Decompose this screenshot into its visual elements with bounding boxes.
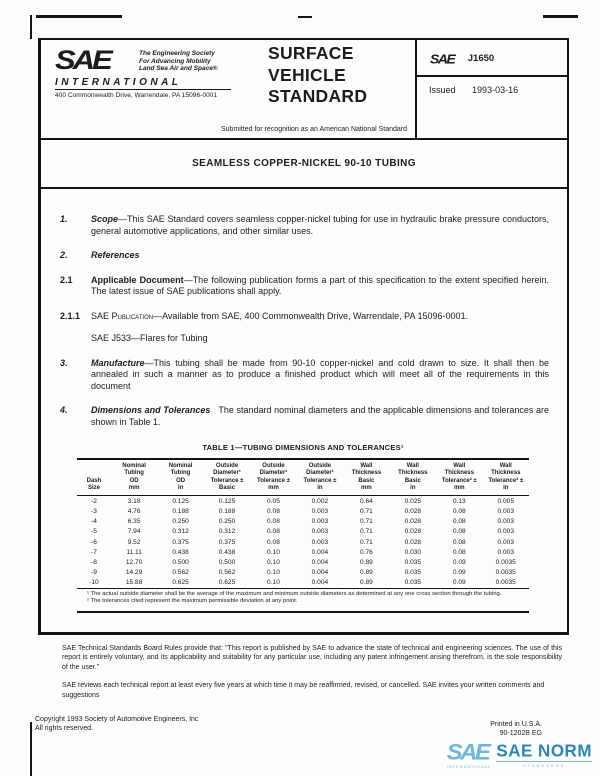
sae-norm-sae-text: SAE: [446, 740, 489, 765]
table-row: [77, 527, 529, 537]
table-cell: 0.004: [311, 558, 329, 566]
tagline-line: The Engineering Society: [139, 50, 215, 57]
doc-type-line: VEHICLE: [268, 64, 346, 85]
table-row: [77, 568, 529, 578]
table-cell: 0.0035: [495, 579, 516, 587]
footnote: ² The tolerances cited represent the maximum permissible deviation at any point.: [87, 598, 298, 605]
section-references: [57, 250, 549, 262]
table-cell: 0.438: [218, 548, 236, 556]
header: [41, 40, 567, 140]
tagline-line: For Advancing Mobility: [139, 57, 211, 65]
copyright-line: Copyright 1993 Society of Automotive Engineers, Inc: [35, 716, 199, 723]
printed-in: Printed in U.S.A.: [490, 721, 542, 728]
doc-type-line: SURFACE: [268, 43, 354, 63]
sae-logo-text: SAE: [55, 44, 110, 75]
table-cell: 0.003: [497, 538, 515, 546]
table-col-header: Wall Thickness Basic mm: [343, 459, 389, 496]
table-cell: 0.004: [311, 569, 329, 577]
table-cell: 0.08: [452, 528, 466, 536]
table-cell: -7: [91, 548, 97, 556]
table-row: [77, 496, 529, 507]
table-body: [77, 496, 529, 589]
table-cell: 0.028: [404, 507, 422, 515]
table-cell: 0.625: [218, 579, 236, 587]
table-cell: 0.028: [404, 518, 422, 526]
table-row: [77, 506, 529, 516]
table-cell: 0.08: [267, 538, 280, 546]
table-cell: 0.09: [452, 558, 466, 566]
sae-norm-wordmark: [496, 742, 592, 768]
table-cell: -6: [91, 538, 97, 546]
table-cell: 6.35: [127, 518, 141, 526]
table-cell: 0.003: [311, 507, 329, 515]
reference-text: SAE J533—Flares for Tubing: [91, 333, 208, 343]
table-cell: 15.88: [125, 579, 143, 587]
table-cell: 0.003: [497, 528, 515, 536]
doc-type-line: STANDARD: [268, 86, 368, 106]
document-title: SEAMLESS COPPER-NICKEL 90-10 TUBING: [41, 140, 567, 189]
table-cell: 0.09: [452, 569, 466, 577]
table-footnotes: [77, 589, 529, 613]
table-cell: 0.125: [172, 497, 189, 505]
table-cell: 0.0035: [495, 558, 516, 566]
table-cell: 0.10: [267, 558, 280, 566]
table-row: [77, 517, 529, 527]
sae-mark-icon: SAE: [430, 51, 455, 66]
sae-norm-title: SAE NORM: [496, 740, 592, 761]
table-cell: 9.52: [127, 538, 141, 546]
table-cell: 0.375: [218, 538, 236, 546]
copyright-notice: [35, 716, 198, 733]
print-info: [490, 720, 542, 738]
table-cell: 0.188: [172, 507, 189, 515]
section-heading: Dimensions and Tolerances: [91, 405, 211, 415]
table-cell: 0.003: [311, 518, 329, 526]
table-row: [77, 557, 529, 567]
table-cell: 0.0035: [495, 569, 516, 577]
table-cell: 7.94: [127, 528, 141, 536]
table-col-header: Wall Thickness Tolerance² ± mm: [436, 459, 482, 496]
section-heading: SAE Publication: [91, 310, 154, 321]
boilerplate-paragraph: SAE reviews each technical report at least every five years at which time it may be reaffirmed, revised, or cancelled. SAE invites your written comments and suggestions: [62, 682, 545, 699]
section-number: 4.: [60, 405, 68, 415]
table-cell: 12.70: [125, 558, 143, 566]
table-col-header: Dash Size: [77, 459, 111, 496]
document-code: 90-1202B EG: [499, 730, 542, 737]
table-col-header: Outside Diameter¹ Tolerance ± in: [297, 459, 343, 496]
table-cell: 0.003: [497, 518, 515, 526]
table-cell: 11.11: [126, 548, 142, 556]
table-cell: 0.250: [172, 518, 189, 526]
section-number: 3.: [60, 357, 68, 368]
table-cell: 0.028: [404, 538, 422, 546]
table-col-header: Outside Diameter¹ Tolerance ± Basic: [204, 459, 250, 496]
table-cell: 0.71: [359, 507, 373, 515]
table-cell: 3.18: [127, 497, 141, 505]
table-cell: 0.003: [311, 528, 329, 536]
table-cell: 0.500: [218, 558, 236, 566]
table-cell: 0.08: [267, 528, 280, 536]
section-text: —The following publication forms a part of this specification to the extent specified herein. The latest issue of SAE publications shall apply.: [91, 274, 549, 296]
table-cell: -10: [89, 579, 99, 587]
table-1: [77, 443, 529, 613]
table-row: [77, 578, 529, 589]
section-heading: References: [91, 250, 140, 260]
table-cell: 0.89: [359, 569, 373, 577]
table-cell: 0.562: [172, 569, 189, 577]
table-cell: 0.10: [267, 569, 280, 577]
standard-frame: [38, 38, 569, 635]
section-heading: Applicable Document: [91, 274, 184, 285]
section-text: —This SAE Standard covers seamless copper-nickel tubing for use in hydraulic brake pressure conductors, general automotive applications, and other similar uses.: [91, 214, 549, 236]
table-cell: 0.003: [497, 507, 515, 515]
section-text: —Available from SAE, 400 Commonwealth Drive, Warrendale, PA 15096-0001.: [153, 310, 469, 321]
table-cell: 0.500: [172, 558, 189, 566]
table-cell: 0.125: [218, 497, 236, 505]
table-cell: 0.76: [359, 548, 373, 556]
sae-logo: [55, 45, 265, 99]
issued-cell: [417, 77, 567, 95]
table-cell: 0.08: [452, 538, 466, 546]
section-text: —This tubing shall be made from 90-10 copper-nickel and cold drawn to size. It shall then be annealed in such a manner as to produce a finished product which will meet all of the requirements in this document: [91, 357, 549, 391]
scan-artifact: [36, 15, 122, 18]
scan-artifact: [298, 16, 312, 18]
table-cell: 14.29: [125, 569, 143, 577]
table-cell: 0.188: [218, 507, 236, 515]
table-cell: -2: [91, 497, 97, 505]
header-right: [415, 40, 567, 138]
table-cell: 0.035: [404, 579, 422, 587]
section-number: 1.: [60, 214, 68, 224]
doc-number-cell: [417, 40, 567, 77]
table-cell: 0.030: [404, 548, 422, 556]
table-cell: 0.035: [404, 558, 422, 566]
table-cell: -8: [91, 558, 97, 566]
table-cell: 0.89: [359, 558, 373, 566]
table-row: [77, 547, 529, 557]
table-cell: 0.71: [359, 538, 373, 546]
table-cell: 0.003: [497, 548, 515, 556]
table-cell: 0.003: [311, 538, 329, 546]
copyright-line: All rights reserved.: [35, 724, 93, 732]
document-type: [268, 43, 367, 108]
table-cell: 0.05: [267, 497, 280, 505]
table-cell: 0.035: [404, 569, 422, 577]
sae-address: 400 Commonwealth Drive, Warrendale, PA 15096-0001: [55, 92, 217, 99]
table-cell: 0.562: [218, 569, 236, 577]
document-body: [41, 189, 567, 613]
legal-boilerplate: [62, 644, 562, 700]
table-cell: 0.08: [267, 518, 280, 526]
table-cell: 0.004: [311, 579, 329, 587]
table-cell: -4: [91, 518, 97, 526]
table-col-header: Nominal Tubing OD in: [157, 459, 203, 496]
table-cell: 0.005: [497, 497, 515, 505]
table-cell: 0.08: [452, 518, 466, 526]
submitted-note: Submitted for recognition as an American National Standard: [221, 126, 407, 133]
doc-number: J1650: [467, 53, 495, 65]
table-title: TABLE 1—TUBING DIMENSIONS AND TOLERANCES¹: [202, 443, 404, 452]
table-cell: 0.08: [452, 548, 466, 556]
scan-artifact: [543, 15, 578, 18]
table-cell: 0.250: [218, 518, 236, 526]
tagline-line: Land Sea Air and Space®: [139, 65, 218, 73]
table-col-header: Wall Thickness Tolerance² ± in: [483, 459, 529, 496]
issued-label: Issued: [429, 85, 456, 95]
table-cell: 0.004: [311, 548, 329, 556]
table-col-header: Outside Diameter¹ Tolerance ± mm: [250, 459, 296, 496]
table-cell: 0.08: [267, 507, 280, 515]
issued-date: 1993-03-16: [472, 85, 519, 95]
table-cell: 0.028: [404, 528, 422, 536]
table-cell: 0.025: [404, 497, 422, 505]
section-dimensions: [57, 405, 549, 428]
boilerplate-paragraph: SAE Technical Standards Board Rules provide that: "This report is published by SAE to advance the state of technical and engineering sciences. The use of this report is entirely voluntary, and its applicability and suitability for any particular use, including any patent infringement arising therefrom, is the sole responsibility of the user.": [62, 645, 562, 671]
scan-artifact: [30, 722, 32, 776]
footnote: ¹ The actual outside diameter shall be the average of the maximum and minimum outside diameters as determined at any one cross section through the tubing.: [87, 590, 502, 597]
sae-norm-logo: [447, 742, 592, 769]
tubing-dimensions-table: [77, 458, 529, 589]
table-cell: 0.375: [172, 538, 189, 546]
table-cell: 0.71: [359, 518, 373, 526]
reference-item: [57, 333, 549, 345]
table-cell: 4.76: [127, 507, 141, 515]
table-cell: 0.312: [218, 528, 236, 536]
table-cell: 0.13: [452, 497, 466, 505]
section-number: 2.1: [60, 274, 73, 285]
sae-international: INTERNATIONAL: [55, 77, 231, 90]
table-col-header: Wall Thickness Basic in: [390, 459, 436, 496]
sae-norm-subtitle: STANDARDS: [496, 761, 592, 768]
sae-norm-international: INTERNATIONAL: [446, 764, 492, 769]
table-cell: 0.625: [172, 579, 189, 587]
section-applicable-document: [57, 275, 549, 298]
section-heading: Manufacture: [91, 357, 145, 368]
table-row: [77, 537, 529, 547]
table-header: [77, 459, 529, 496]
sae-tagline: [139, 50, 218, 73]
scan-artifact: [30, 15, 32, 39]
sae-norm-mark-icon: [447, 742, 492, 769]
section-number: 2.1.1: [60, 310, 81, 321]
table-cell: 0.438: [172, 548, 189, 556]
section-text: The standard nominal diameters and the applicable dimensions and tolerances are shown in Table 1.: [91, 405, 550, 427]
section-manufacture: [57, 358, 549, 393]
header-left: [41, 40, 415, 138]
table-cell: -9: [91, 569, 97, 577]
section-sae-publication: [57, 311, 549, 323]
table-cell: -3: [91, 507, 97, 515]
table-cell: 0.09: [452, 579, 466, 587]
section-number: 2.: [60, 250, 68, 260]
table-cell: 0.312: [172, 528, 189, 536]
section-scope: [57, 214, 549, 237]
table-cell: -5: [91, 528, 97, 536]
table-cell: 0.08: [452, 507, 466, 515]
table-cell: 0.10: [267, 579, 280, 587]
table-col-header: Nominal Tubing OD mm: [111, 459, 157, 496]
section-heading: Scope: [91, 214, 119, 224]
table-cell: 0.10: [267, 548, 280, 556]
table-cell: 0.71: [359, 528, 373, 536]
table-cell: 0.64: [359, 497, 373, 505]
table-cell: 0.002: [311, 497, 329, 505]
table-cell: 0.89: [359, 579, 373, 587]
